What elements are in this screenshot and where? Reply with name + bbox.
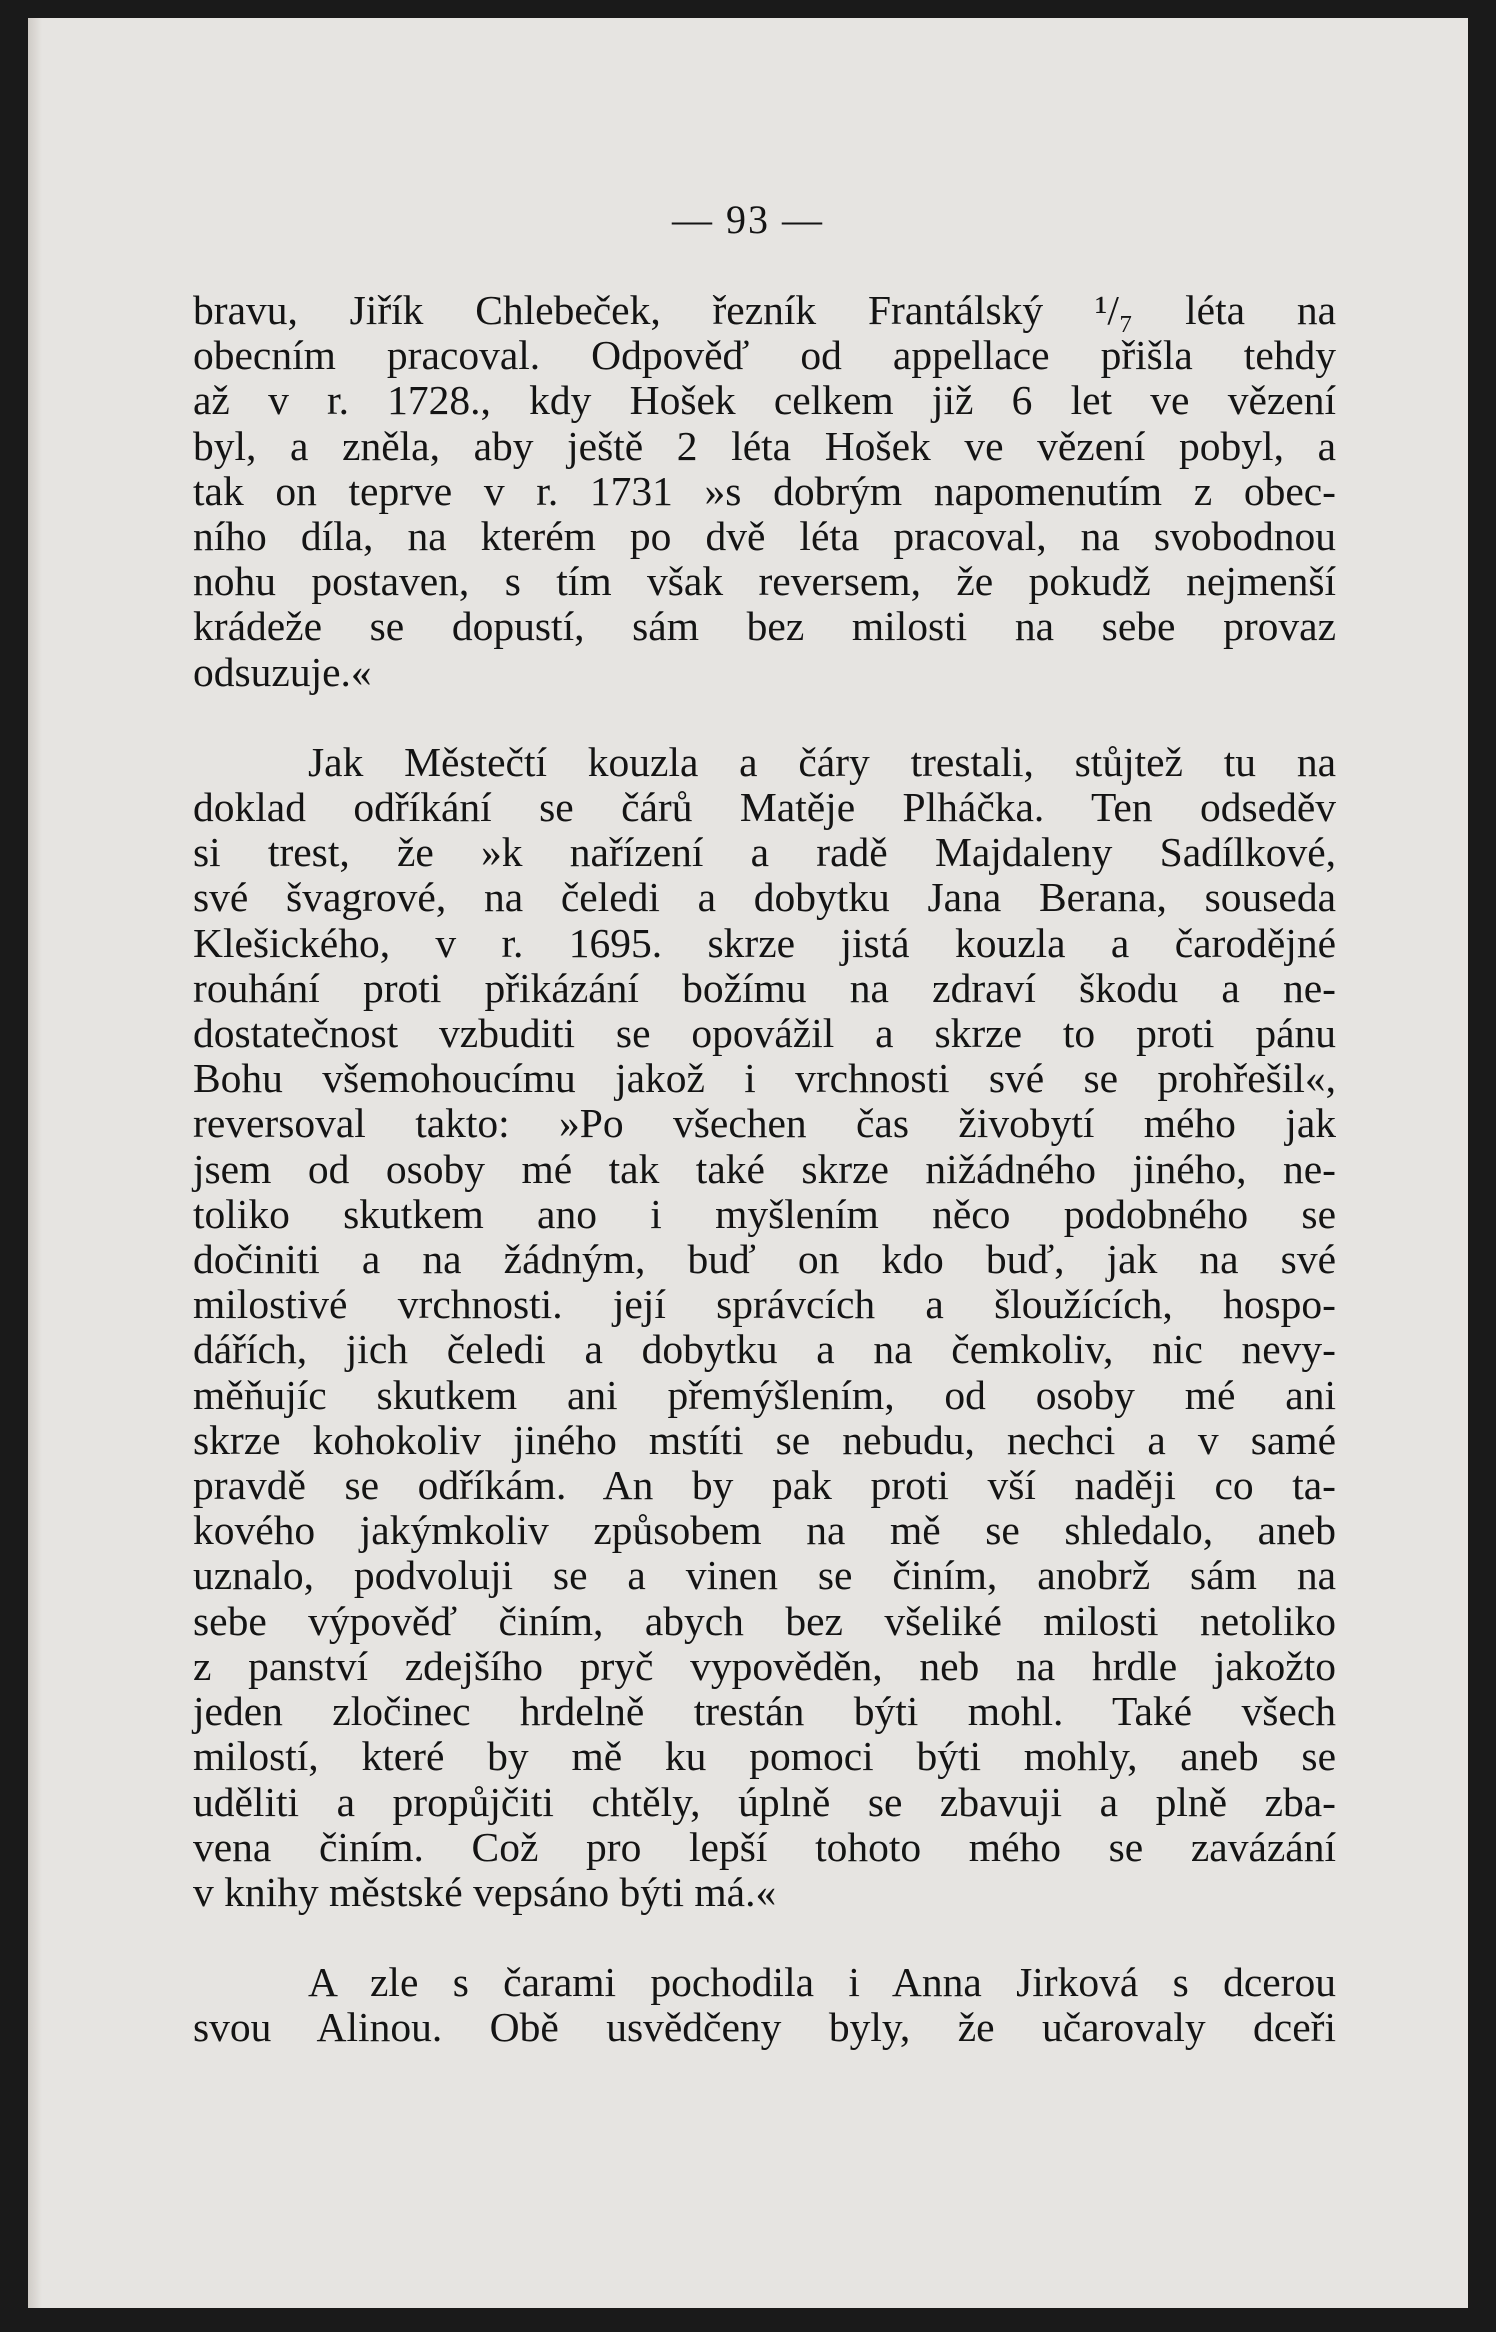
text-line: dočiniti a na žádným, buď on kdo buď, jak na své [193, 1236, 1336, 1283]
text-line: dářích, jich čeledi a dobytku a na čemkoliv, nic nevy- [193, 1326, 1336, 1373]
text-line: si trest, že »k nařízení a radě Majdaleny Sadílkové, [193, 829, 1336, 876]
text-line: kového jakýmkoliv způsobem na mě se shledalo, aneb [193, 1507, 1336, 1554]
text-line: pravdě se odříkám. An by pak proti vší naději co ta- [193, 1462, 1336, 1509]
text-line: vena činím. Což pro lepší tohoto mého se zavázání [193, 1823, 1336, 1870]
text-line: milostí, které by mě ku pomoci býti mohly, aneb se [193, 1733, 1336, 1780]
text-line: uděliti a propůjčiti chtěly, úplně se zbavuji a plně zba- [193, 1778, 1336, 1825]
text-line: nohu postaven, s tím však reversem, že pokudž nejmenší [193, 558, 1336, 605]
text-line: krádeže se dopustí, sám bez milosti na sebe provaz [193, 603, 1336, 650]
text-line: v knihy městské vepsáno býti má.« [193, 1868, 777, 1915]
book-page [28, 18, 1468, 2308]
text-line: Klešického, v r. 1695. skrze jistá kouzla a čarodějné [193, 919, 1336, 966]
text-line: reversoval takto: »Po všechen čas živobytí mého jak [193, 1100, 1336, 1147]
text-line: odsuzuje.« [193, 648, 372, 695]
text-line: toliko skutkem ano i myšlením něco podobného se [193, 1190, 1336, 1237]
text-line: uznalo, podvoluji se a vinen se činím, anobrž sám na [193, 1552, 1336, 1599]
text-line: skrze kohokoliv jiného mstíti se nebudu, nechci a v samé [193, 1416, 1336, 1463]
text-line: doklad odříkání se čárů Matěje Plháčka. Ten odseděv [193, 784, 1336, 831]
text-line: tak on teprve v r. 1731 »s dobrým napomenutím z obec- [193, 467, 1336, 514]
text-line: jeden zločinec hrdelně trestán býti mohl. Také všech [193, 1688, 1336, 1735]
text-line: jsem od osoby mé tak také skrze nižádného jiného, ne- [193, 1145, 1336, 1192]
paragraph-2 [193, 740, 1336, 1915]
body-text [193, 288, 1336, 2051]
text-line: své švagrové, na čeledi a dobytku Jana Berana, souseda [193, 874, 1336, 921]
text-line: obecním pracoval. Odpověď od appellace přišla tehdy [193, 332, 1336, 379]
paragraph-1 [193, 288, 1336, 695]
text-line: Jak Městečtí kouzla a čáry trestali, stůjtež tu na [308, 738, 1336, 785]
text-line: rouhání proti přikázání božímu na zdraví škodu a ne- [193, 964, 1336, 1011]
text-line: ního díla, na kterém po dvě léta pracoval, na svobodnou [193, 513, 1336, 560]
text-line: byl, a zněla, aby ještě 2 léta Hošek ve vězení pobyl, a [193, 422, 1336, 469]
text-line: Bohu všemohoucímu jakož i vrchnosti své se prohřešil«, [193, 1055, 1336, 1102]
text-line: A zle s čarami pochodila i Anna Jirková s dcerou [308, 1959, 1336, 2006]
text-line: milostivé vrchnosti. její správcích a šloužících, hospo- [193, 1281, 1336, 1328]
text-line: z panství zdejšího pryč vypověděn, neb na hrdle jakožto [193, 1642, 1336, 1689]
text-line: sebe výpověď činím, abych bez všeliké milosti netoliko [193, 1597, 1336, 1644]
text-line: bravu, Jiřík Chlebeček, řezník Frantálský ¹/₇ léta na [193, 287, 1336, 333]
paragraph-3 [193, 1960, 1336, 2050]
text-line: měňujíc skutkem ani přemýšlením, od osoby mé ani [193, 1371, 1336, 1418]
text-line: dostatečnost vzbuditi se opovážil a skrze to proti pánu [193, 1010, 1336, 1057]
page-spine-shadow [28, 18, 42, 2308]
text-line: svou Alinou. Obě usvědčeny byly, že učarovaly dceři [193, 2004, 1336, 2051]
text-line: až v r. 1728., kdy Hošek celkem již 6 let ve vězení [193, 377, 1336, 424]
page-number: — 93 — [672, 197, 824, 242]
